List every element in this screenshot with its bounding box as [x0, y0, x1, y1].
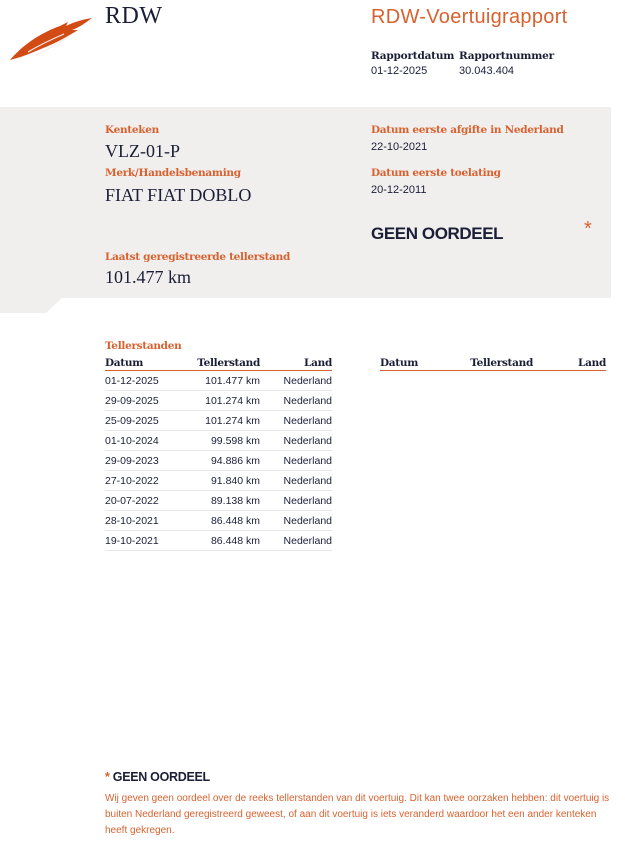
cell-tellerstand: 86.448 km: [210, 534, 260, 547]
verdict-star: *: [584, 218, 592, 240]
cell-datum: 20-07-2022: [105, 494, 159, 507]
cell-land: Nederland: [283, 394, 332, 407]
cell-land: Nederland: [283, 434, 332, 447]
cell-tellerstand: 94.886 km: [210, 454, 260, 467]
rapportnummer-label: Rapportnummer: [459, 50, 554, 62]
afgifte-label: Datum eerste afgifte in Nederland: [371, 124, 564, 136]
table-header: [105, 355, 332, 371]
column-header-land: Land: [578, 357, 606, 369]
cell-datum: 27-10-2022: [105, 474, 159, 487]
column-header-datum: Datum: [380, 357, 419, 369]
footnote-title: [105, 770, 210, 784]
table-row: [105, 491, 332, 511]
cell-land: Nederland: [283, 454, 332, 467]
kenteken-value: VLZ-01-P: [105, 141, 180, 161]
kenteken-label: Kenteken: [105, 124, 159, 136]
cell-tellerstand: 99.598 km: [210, 434, 260, 447]
cell-land: Nederland: [283, 414, 332, 427]
table-row: [105, 511, 332, 531]
cell-datum: 28-10-2021: [105, 514, 159, 527]
toelating-value: 20-12-2011: [371, 184, 427, 196]
tellerstanden-table: [105, 355, 332, 551]
column-header-datum: Datum: [105, 357, 144, 369]
vehicle-panel: [0, 107, 611, 313]
footnote-star: *: [105, 770, 110, 784]
report-title: RDW-Voertuigrapport: [371, 6, 568, 28]
table-header: [380, 355, 606, 371]
column-header-tellerstand: Tellerstand: [470, 357, 533, 369]
cell-land: Nederland: [283, 494, 332, 507]
tellerstand-label: Laatst geregistreerde tellerstand: [105, 251, 291, 263]
cell-tellerstand: 91.840 km: [210, 474, 260, 487]
verdict-text: GEEN OORDEEL: [371, 224, 504, 243]
cell-tellerstand: 86.448 km: [210, 514, 260, 527]
table-row: [105, 391, 332, 411]
cell-datum: 29-09-2025: [105, 394, 159, 407]
table-row: [105, 411, 332, 431]
footnote-title-text: GEEN OORDEEL: [112, 770, 210, 784]
merk-value: FIAT FIAT DOBLO: [105, 185, 252, 205]
afgifte-value: 22-10-2021: [371, 141, 428, 153]
cell-tellerstand: 89.138 km: [210, 494, 260, 507]
tellerstand-value: 101.477 km: [105, 267, 192, 287]
cell-datum: 25-09-2025: [105, 414, 159, 427]
rdw-logo-icon: [8, 16, 94, 62]
cell-tellerstand: 101.274 km: [205, 394, 260, 407]
cell-datum: 01-10-2024: [105, 434, 159, 447]
table-row: [105, 431, 332, 451]
rapportnummer-value: 30.043.404: [459, 65, 515, 77]
cell-datum: 01-12-2025: [105, 374, 159, 387]
cell-land: Nederland: [283, 474, 332, 487]
column-header-tellerstand: Tellerstand: [197, 357, 260, 369]
cell-land: Nederland: [283, 534, 332, 547]
tellerstanden-table-continued: [380, 355, 606, 371]
footnote-text: Wij geven geen oordeel over de reeks tellerstanden van dit voertuig. Dit kan twee oorzaken hebben: dit voertuig is buiten Nederland geregistreerd geweest, of aan dit voertuig is iets veranderd waardoor het een ander kenteken heeft gekregen.: [105, 793, 610, 836]
rapportdatum-value: 01-12-2025: [371, 65, 428, 77]
merk-label: Merk/Handelsbenaming: [105, 167, 241, 179]
table-row: [105, 471, 332, 491]
table-row: [105, 531, 332, 551]
brand-name: RDW: [105, 3, 163, 29]
cell-tellerstand: 101.274 km: [205, 414, 260, 427]
table-row: [105, 451, 332, 471]
cell-land: Nederland: [283, 514, 332, 527]
rapportdatum-label: Rapportdatum: [371, 50, 455, 62]
cell-tellerstand: 101.477 km: [205, 374, 260, 387]
column-header-land: Land: [304, 357, 332, 369]
tellerstanden-label: Tellerstanden: [105, 340, 182, 352]
table-row: [105, 371, 332, 391]
toelating-label: Datum eerste toelating: [371, 167, 501, 179]
cell-datum: 19-10-2021: [105, 534, 159, 547]
cell-land: Nederland: [283, 374, 332, 387]
cell-datum: 29-09-2023: [105, 454, 159, 467]
